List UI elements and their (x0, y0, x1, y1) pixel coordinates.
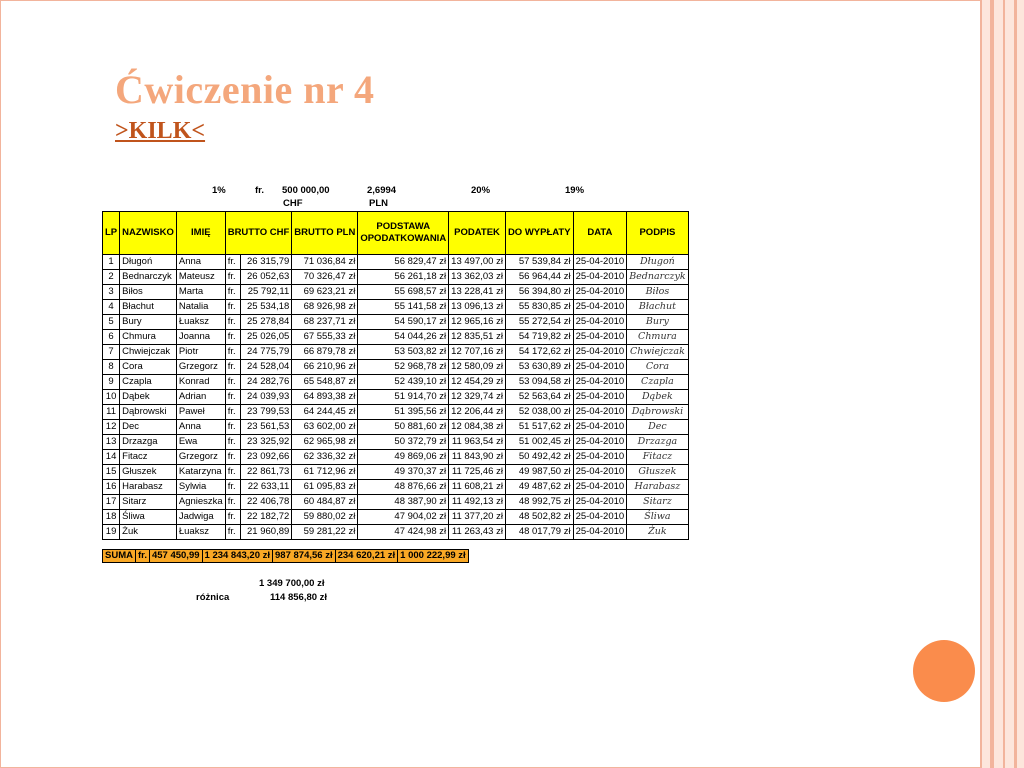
header-do-wyplaty: DO WYPŁATY (505, 212, 573, 255)
cell-brutto-pln: 59 880,02 zł (292, 510, 358, 525)
header-imie: IMIĘ (176, 212, 225, 255)
cell-podatek: 11 608,21 zł (449, 480, 506, 495)
cell-fr: fr. (225, 330, 240, 345)
cell-brutto-chf: 24 775,79 (240, 345, 292, 360)
signature: Harabasz (627, 480, 688, 495)
cell-podstawa: 47 904,02 zł (358, 510, 449, 525)
cell-imie: Mateusz (176, 270, 225, 285)
cell-podatek: 11 843,90 zł (449, 450, 506, 465)
cell-data: 25-04-2010 (573, 270, 627, 285)
cell-lp: 15 (103, 465, 120, 480)
cell-brutto-chf: 25 278,84 (240, 315, 292, 330)
cell-lp: 2 (103, 270, 120, 285)
cell-lp: 8 (103, 360, 120, 375)
cell-data: 25-04-2010 (573, 480, 627, 495)
cell-brutto-chf: 23 561,53 (240, 420, 292, 435)
cell-podatek: 12 206,44 zł (449, 405, 506, 420)
table-row (103, 360, 689, 375)
cell-brutto-pln: 67 555,33 zł (292, 330, 358, 345)
right-stripe-1 (980, 0, 982, 768)
table-row (103, 420, 689, 435)
cell-brutto-pln: 62 336,32 zł (292, 450, 358, 465)
cell-podstawa: 47 424,98 zł (358, 525, 449, 540)
sum-pln: 1 234 843,20 zł (202, 550, 273, 563)
cell-podatek: 13 096,13 zł (449, 300, 506, 315)
cell-podatek: 12 835,51 zł (449, 330, 506, 345)
cell-brutto-pln: 61 095,83 zł (292, 480, 358, 495)
cell-brutto-chf: 26 052,63 (240, 270, 292, 285)
cell-imie: Natalia (176, 300, 225, 315)
cell-podstawa: 49 370,37 zł (358, 465, 449, 480)
cell-brutto-pln: 70 326,47 zł (292, 270, 358, 285)
cell-nazwisko: Harabasz (120, 480, 177, 495)
cell-brutto-pln: 62 965,98 zł (292, 435, 358, 450)
parameters-row (102, 183, 822, 211)
header-nazwisko: NAZWISKO (120, 212, 177, 255)
cell-lp: 17 (103, 495, 120, 510)
table-row (103, 330, 689, 345)
cell-do-wyplaty: 48 017,79 zł (505, 525, 573, 540)
cell-fr: fr. (225, 495, 240, 510)
chf-unit: CHF (283, 198, 303, 209)
cell-lp: 4 (103, 300, 120, 315)
table-row (103, 285, 689, 300)
signature: Żuk (627, 525, 688, 540)
cell-do-wyplaty: 48 502,82 zł (505, 510, 573, 525)
table-row (103, 255, 689, 270)
header-podpis: PODPIS (627, 212, 688, 255)
cell-fr: fr. (225, 525, 240, 540)
table-body (103, 255, 689, 540)
cell-imie: Paweł (176, 405, 225, 420)
exchange-rate: 2,6994 (367, 185, 397, 196)
cell-do-wyplaty: 53 630,89 zł (505, 360, 573, 375)
cell-data: 25-04-2010 (573, 375, 627, 390)
cell-data: 25-04-2010 (573, 300, 627, 315)
cell-podatek: 12 707,16 zł (449, 345, 506, 360)
cell-fr: fr. (225, 480, 240, 495)
header-brutto-pln: BRUTTO PLN (292, 212, 358, 255)
cell-do-wyplaty: 56 964,44 zł (505, 270, 573, 285)
cell-brutto-pln: 64 893,38 zł (292, 390, 358, 405)
cell-brutto-pln: 66 210,96 zł (292, 360, 358, 375)
cell-do-wyplaty: 52 563,64 zł (505, 390, 573, 405)
cell-imie: Grzegorz (176, 450, 225, 465)
cell-podstawa: 54 044,26 zł (358, 330, 449, 345)
cell-nazwisko: Sitarz (120, 495, 177, 510)
cell-fr: fr. (225, 435, 240, 450)
cell-lp: 16 (103, 480, 120, 495)
sum-podstawa: 987 874,56 zł (273, 550, 336, 563)
cell-podstawa: 55 698,57 zł (358, 285, 449, 300)
cell-nazwisko: Biłos (120, 285, 177, 300)
cell-do-wyplaty: 49 987,50 zł (505, 465, 573, 480)
cell-do-wyplaty: 48 992,75 zł (505, 495, 573, 510)
signature: Dąbrowski (627, 405, 688, 420)
table-row (103, 405, 689, 420)
cell-podstawa: 52 968,78 zł (358, 360, 449, 375)
cell-brutto-pln: 64 244,45 zł (292, 405, 358, 420)
cell-podatek: 11 263,43 zł (449, 525, 506, 540)
cell-data: 25-04-2010 (573, 360, 627, 375)
accent-circle (913, 640, 975, 702)
cell-brutto-pln: 59 281,22 zł (292, 525, 358, 540)
cell-imie: Piotr (176, 345, 225, 360)
signature: Chwiejczak (627, 345, 688, 360)
right-stripe-2 (990, 0, 994, 768)
table-row (103, 435, 689, 450)
cell-fr: fr. (225, 405, 240, 420)
slide-title: Ćwiczenie nr 4 (115, 67, 375, 112)
cell-podstawa: 56 261,18 zł (358, 270, 449, 285)
diff-label: różnica (196, 592, 230, 603)
cell-fr: fr. (225, 315, 240, 330)
cell-nazwisko: Dąbrowski (120, 405, 177, 420)
cell-brutto-pln: 61 712,96 zł (292, 465, 358, 480)
cell-nazwisko: Czapla (120, 375, 177, 390)
cell-nazwisko: Dec (120, 420, 177, 435)
cell-podatek: 12 084,38 zł (449, 420, 506, 435)
cell-data: 25-04-2010 (573, 330, 627, 345)
cell-fr: fr. (225, 420, 240, 435)
cell-brutto-chf: 22 182,72 (240, 510, 292, 525)
cell-data: 25-04-2010 (573, 420, 627, 435)
cell-brutto-chf: 24 039,93 (240, 390, 292, 405)
rate-unit: PLN (369, 198, 388, 209)
table-row (103, 345, 689, 360)
cell-lp: 1 (103, 255, 120, 270)
cell-do-wyplaty: 50 492,42 zł (505, 450, 573, 465)
signature: Czapla (627, 375, 688, 390)
header-podstawa: PODSTAWA OPODATKOWANIA (358, 212, 449, 255)
signature: Drzazga (627, 435, 688, 450)
cell-do-wyplaty: 53 094,58 zł (505, 375, 573, 390)
cell-nazwisko: Żuk (120, 525, 177, 540)
cell-fr: fr. (225, 450, 240, 465)
signature: Cora (627, 360, 688, 375)
cell-fr: fr. (225, 390, 240, 405)
signature: Błachut (627, 300, 688, 315)
cell-brutto-chf: 22 633,11 (240, 480, 292, 495)
cell-podatek: 11 963,54 zł (449, 435, 506, 450)
cell-podstawa: 49 869,06 zł (358, 450, 449, 465)
table-row (103, 315, 689, 330)
diff-value: 114 856,80 zł (270, 592, 328, 603)
cell-fr: fr. (225, 255, 240, 270)
payroll-table (102, 211, 689, 540)
cell-lp: 9 (103, 375, 120, 390)
cell-data: 25-04-2010 (573, 390, 627, 405)
cell-fr: fr. (225, 300, 240, 315)
sum-podatek: 234 620,21 zł (335, 550, 398, 563)
cell-imie: Adrian (176, 390, 225, 405)
cell-lp: 11 (103, 405, 120, 420)
cell-podstawa: 56 829,47 zł (358, 255, 449, 270)
cell-lp: 10 (103, 390, 120, 405)
signature: Dec (627, 420, 688, 435)
cell-podstawa: 54 590,17 zł (358, 315, 449, 330)
cell-imie: Anna (176, 255, 225, 270)
fr-label: fr. (255, 185, 264, 196)
percent-2: 20% (471, 185, 491, 196)
header-data: DATA (573, 212, 627, 255)
signature: Dąbek (627, 390, 688, 405)
cell-podatek: 12 454,29 zł (449, 375, 506, 390)
cell-do-wyplaty: 55 830,85 zł (505, 300, 573, 315)
cell-data: 25-04-2010 (573, 435, 627, 450)
cell-podatek: 12 580,09 zł (449, 360, 506, 375)
cell-data: 25-04-2010 (573, 495, 627, 510)
cell-brutto-chf: 22 861,73 (240, 465, 292, 480)
cell-nazwisko: Drzazga (120, 435, 177, 450)
table-row (103, 390, 689, 405)
cell-podstawa: 51 914,70 zł (358, 390, 449, 405)
header-lp: LP (103, 212, 120, 255)
cell-brutto-chf: 25 792,11 (240, 285, 292, 300)
cell-data: 25-04-2010 (573, 405, 627, 420)
cell-podstawa: 53 503,82 zł (358, 345, 449, 360)
cell-do-wyplaty: 56 394,80 zł (505, 285, 573, 300)
cell-imie: Marta (176, 285, 225, 300)
signature: Długoń (627, 255, 688, 270)
cell-podstawa: 50 881,60 zł (358, 420, 449, 435)
cell-brutto-chf: 24 282,76 (240, 375, 292, 390)
cell-do-wyplaty: 54 172,62 zł (505, 345, 573, 360)
sum-chf: 457 450,99 (149, 550, 202, 563)
cell-lp: 18 (103, 510, 120, 525)
cell-lp: 19 (103, 525, 120, 540)
cell-brutto-chf: 24 528,04 (240, 360, 292, 375)
table-row (103, 450, 689, 465)
cell-fr: fr. (225, 270, 240, 285)
cell-imie: Jadwiga (176, 510, 225, 525)
cell-do-wyplaty: 54 719,82 zł (505, 330, 573, 345)
signature: Głuszek (627, 465, 688, 480)
cell-fr: fr. (225, 360, 240, 375)
cell-podstawa: 51 395,56 zł (358, 405, 449, 420)
percent-3: 19% (565, 185, 585, 196)
signature: Biłos (627, 285, 688, 300)
cell-brutto-pln: 68 237,71 zł (292, 315, 358, 330)
sum-label: SUMA (103, 550, 136, 563)
cell-do-wyplaty: 51 517,62 zł (505, 420, 573, 435)
signature: Bury (627, 315, 688, 330)
cell-data: 25-04-2010 (573, 315, 627, 330)
table-row (103, 270, 689, 285)
cell-nazwisko: Chmura (120, 330, 177, 345)
cell-brutto-chf: 25 026,05 (240, 330, 292, 345)
sum-fr: fr. (135, 550, 149, 563)
cell-nazwisko: Bednarczyk (120, 270, 177, 285)
cell-podatek: 12 965,16 zł (449, 315, 506, 330)
cell-podstawa: 48 876,66 zł (358, 480, 449, 495)
cell-nazwisko: Chwiejczak (120, 345, 177, 360)
cell-imie: Agnieszka (176, 495, 225, 510)
cell-brutto-pln: 60 484,87 zł (292, 495, 358, 510)
signature: Chmura (627, 330, 688, 345)
cell-do-wyplaty: 51 002,45 zł (505, 435, 573, 450)
right-stripe-4 (1014, 0, 1017, 768)
cell-podstawa: 52 439,10 zł (358, 375, 449, 390)
cell-podatek: 11 377,20 zł (449, 510, 506, 525)
cell-lp: 3 (103, 285, 120, 300)
cell-brutto-chf: 26 315,79 (240, 255, 292, 270)
cell-fr: fr. (225, 465, 240, 480)
cell-podatek: 13 497,00 zł (449, 255, 506, 270)
cell-imie: Grzegorz (176, 360, 225, 375)
cell-brutto-pln: 69 623,21 zł (292, 285, 358, 300)
table-row (103, 300, 689, 315)
cell-podatek: 12 329,74 zł (449, 390, 506, 405)
cell-nazwisko: Głuszek (120, 465, 177, 480)
cell-lp: 14 (103, 450, 120, 465)
cell-lp: 7 (103, 345, 120, 360)
cell-fr: fr. (225, 510, 240, 525)
cell-brutto-pln: 63 602,00 zł (292, 420, 358, 435)
cell-brutto-chf: 22 406,78 (240, 495, 292, 510)
percent-1: 1% (212, 185, 226, 196)
cell-imie: Ewa (176, 435, 225, 450)
cell-do-wyplaty: 49 487,62 zł (505, 480, 573, 495)
cell-podstawa: 55 141,58 zł (358, 300, 449, 315)
table-row (103, 480, 689, 495)
cell-lp: 12 (103, 420, 120, 435)
cell-fr: fr. (225, 285, 240, 300)
sum-row-table (102, 549, 469, 563)
cell-imie: Joanna (176, 330, 225, 345)
cell-data: 25-04-2010 (573, 255, 627, 270)
cell-lp: 5 (103, 315, 120, 330)
cell-imie: Łuaksz (176, 315, 225, 330)
kilk-link[interactable]: >KILK< (115, 118, 206, 144)
cell-nazwisko: Fitacz (120, 450, 177, 465)
right-stripe-3 (1003, 0, 1005, 768)
cell-brutto-pln: 68 926,98 zł (292, 300, 358, 315)
cell-do-wyplaty: 55 272,54 zł (505, 315, 573, 330)
cell-nazwisko: Śliwa (120, 510, 177, 525)
cell-data: 25-04-2010 (573, 510, 627, 525)
cell-do-wyplaty: 52 038,00 zł (505, 405, 573, 420)
cell-data: 25-04-2010 (573, 465, 627, 480)
cell-imie: Łuaksz (176, 525, 225, 540)
table-row (103, 495, 689, 510)
cell-fr: fr. (225, 375, 240, 390)
right-band (980, 0, 1024, 768)
cell-brutto-chf: 23 799,53 (240, 405, 292, 420)
cell-fr: fr. (225, 345, 240, 360)
cell-data: 25-04-2010 (573, 345, 627, 360)
cell-brutto-chf: 23 325,92 (240, 435, 292, 450)
cell-nazwisko: Bury (120, 315, 177, 330)
signature: Fitacz (627, 450, 688, 465)
cell-nazwisko: Długoń (120, 255, 177, 270)
cell-podatek: 13 228,41 zł (449, 285, 506, 300)
cell-podstawa: 50 372,79 zł (358, 435, 449, 450)
cell-podatek: 11 725,46 zł (449, 465, 506, 480)
cell-brutto-chf: 23 092,66 (240, 450, 292, 465)
cell-nazwisko: Dąbek (120, 390, 177, 405)
signature: Śliwa (627, 510, 688, 525)
cell-brutto-chf: 21 960,89 (240, 525, 292, 540)
cell-lp: 6 (103, 330, 120, 345)
cell-podstawa: 48 387,90 zł (358, 495, 449, 510)
table-row (103, 375, 689, 390)
sum-wyplata: 1 000 222,99 zł (398, 550, 469, 563)
total-value: 1 349 700,00 zł (259, 578, 325, 589)
cell-podatek: 13 362,03 zł (449, 270, 506, 285)
cell-brutto-pln: 71 036,84 zł (292, 255, 358, 270)
signature: Sitarz (627, 495, 688, 510)
cell-data: 25-04-2010 (573, 450, 627, 465)
cell-brutto-pln: 66 879,78 zł (292, 345, 358, 360)
cell-imie: Sylwia (176, 480, 225, 495)
cell-data: 25-04-2010 (573, 525, 627, 540)
cell-podatek: 11 492,13 zł (449, 495, 506, 510)
header-brutto-chf: BRUTTO CHF (225, 212, 292, 255)
signature: Bednarczyk (627, 270, 688, 285)
cell-imie: Konrad (176, 375, 225, 390)
chf-amount: 500 000,00 (282, 185, 330, 196)
cell-brutto-pln: 65 548,87 zł (292, 375, 358, 390)
sum-row (103, 550, 469, 563)
cell-imie: Katarzyna (176, 465, 225, 480)
cell-brutto-chf: 25 534,18 (240, 300, 292, 315)
cell-do-wyplaty: 57 539,84 zł (505, 255, 573, 270)
cell-nazwisko: Cora (120, 360, 177, 375)
cell-imie: Anna (176, 420, 225, 435)
cell-nazwisko: Błachut (120, 300, 177, 315)
table-row (103, 510, 689, 525)
header-podatek: PODATEK (449, 212, 506, 255)
cell-lp: 13 (103, 435, 120, 450)
table-row (103, 465, 689, 480)
header-row (103, 212, 689, 255)
table-row (103, 525, 689, 540)
cell-data: 25-04-2010 (573, 285, 627, 300)
